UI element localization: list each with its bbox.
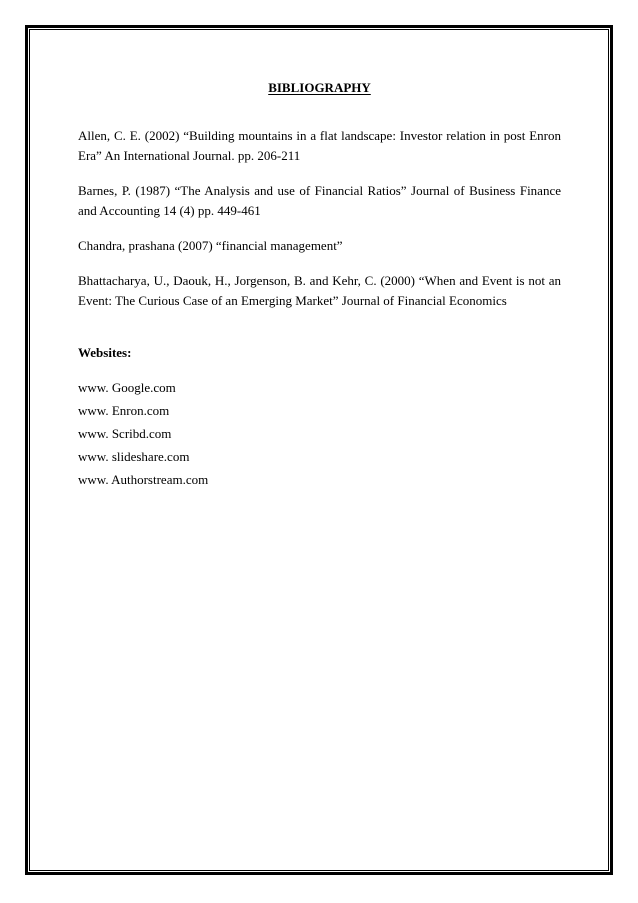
website-item: www. Enron.com: [78, 403, 170, 418]
websites-section: [78, 343, 561, 493]
website-item: www. Scribd.com: [78, 426, 172, 441]
website-item: www. Google.com: [78, 380, 176, 395]
website-item: www. slideshare.com: [78, 449, 190, 464]
websites-heading: Websites:: [78, 345, 132, 360]
reference-item: Allen, C. E. (2002) “Building mountains in a flat landscape: Investor relation in post Enron Era” An International Journal. pp. 206-211: [78, 128, 561, 163]
reference-item: Barnes, P. (1987) “The Analysis and use of Financial Ratios” Journal of Business Finance and Accounting 14 (4) pp. 449-461: [78, 183, 561, 218]
page-title: BIBLIOGRAPHY: [268, 80, 371, 95]
reference-list: [78, 126, 561, 326]
reference-item: Bhattacharya, U., Daouk, H., Jorgenson, B. and Kehr, C. (2000) “When and Event is not an Event: The Curious Case of an Emerging Market” Journal of Financial Economics: [78, 273, 561, 308]
website-item: www. Authorstream.com: [78, 472, 209, 487]
reference-item: Chandra, prashana (2007) “financial management”: [78, 238, 343, 253]
